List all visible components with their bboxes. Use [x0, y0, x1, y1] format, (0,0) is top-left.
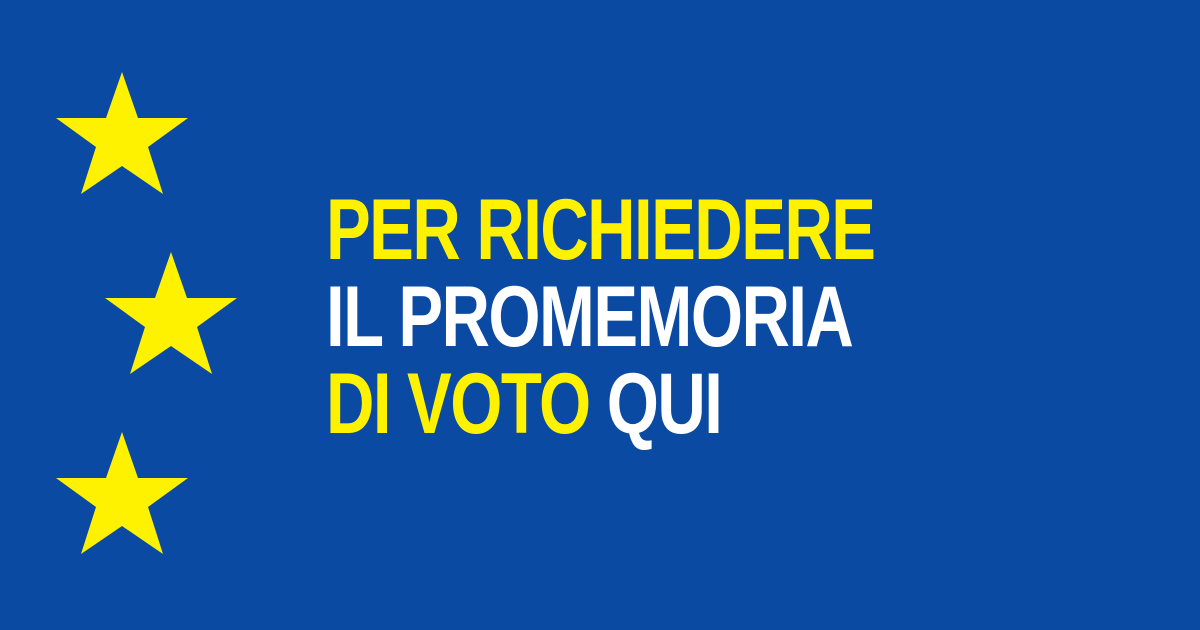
- star-icon: [56, 432, 188, 558]
- headline-line-3: [326, 356, 810, 452]
- star-shape: [56, 72, 188, 198]
- star-icon: [56, 72, 188, 198]
- star-shape: [56, 432, 188, 558]
- star-shape: [105, 252, 237, 378]
- headline-line-3-part-2: QUI: [606, 356, 722, 452]
- headline-line-3-part-1: DI VOTO: [326, 356, 590, 452]
- star-icon: [105, 252, 237, 378]
- headline-line-2: IL PROMEMORIA: [326, 269, 853, 365]
- headline-line-1: PER RICHIEDERE: [326, 182, 875, 278]
- headline[interactable]: [326, 182, 875, 452]
